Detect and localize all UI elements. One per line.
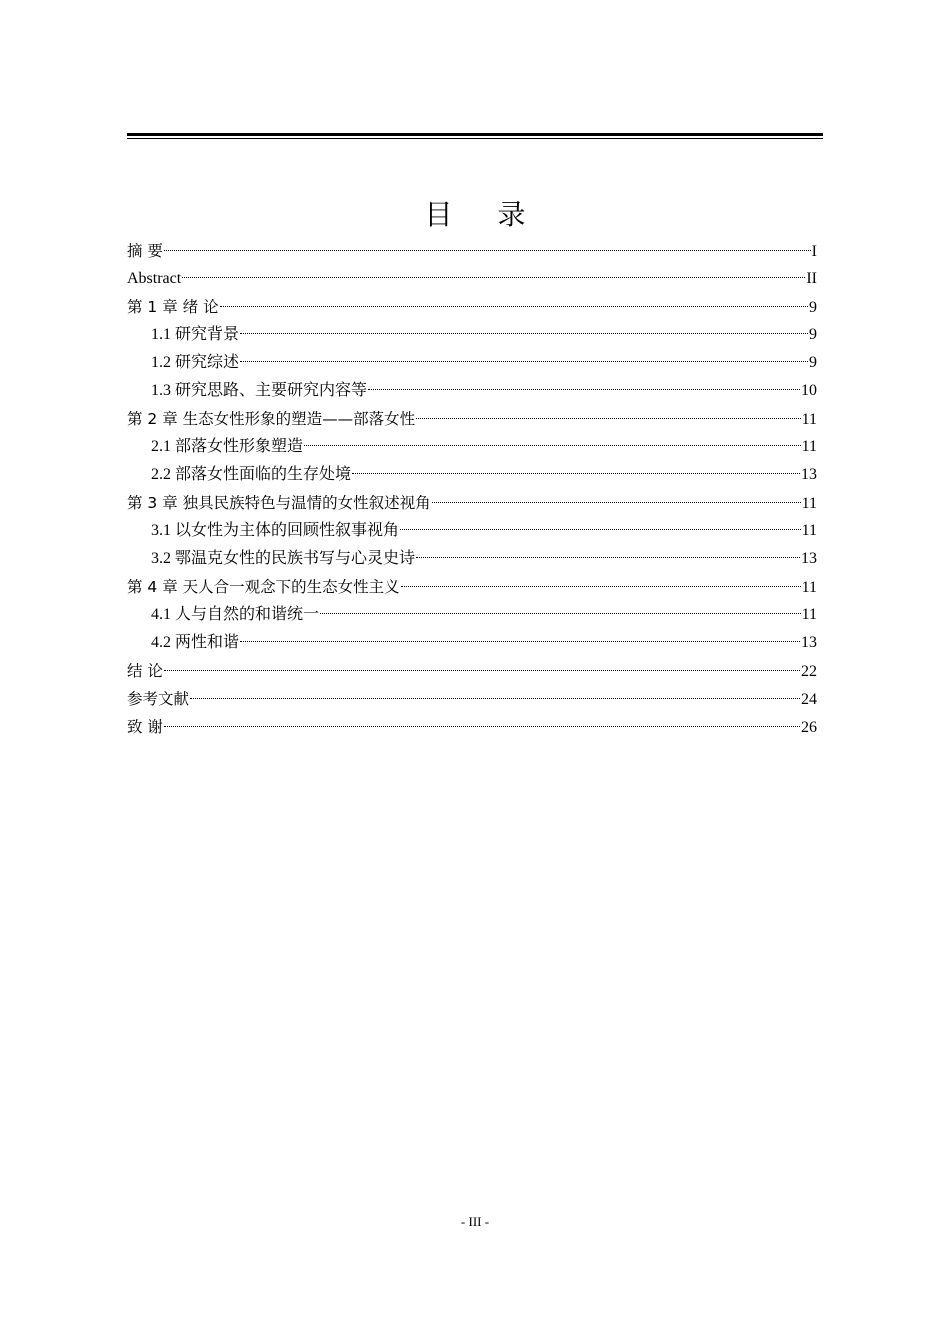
- toc-entry-label: 第 3 章 独具民族特色与温情的女性叙述视角: [127, 494, 431, 512]
- toc-chapter-entry[interactable]: [127, 489, 817, 517]
- toc-title: 目 录: [424, 197, 544, 231]
- toc-entry-label: 第 4 章 天人合一观念下的生态女性主义: [127, 578, 400, 596]
- toc-entry-label: 1.3 研究思路、主要研究内容等: [151, 382, 368, 399]
- toc-entry-label: 结 论: [127, 662, 163, 680]
- toc-entry-page-number: 26: [801, 719, 817, 736]
- toc-entry-label: 第 2 章 生态女性形象的塑造——部落女性: [127, 410, 416, 428]
- toc-leader-dots: [220, 306, 808, 307]
- toc-section-entry[interactable]: [127, 461, 817, 489]
- toc-entry-page-number: 13: [801, 550, 817, 567]
- toc-entry-page-number: 13: [801, 466, 817, 483]
- header-rule-thick: [127, 133, 823, 136]
- toc-leader-dots: [352, 473, 800, 474]
- toc-entry-page-number: 10: [801, 382, 817, 399]
- toc-entry-page-number: 11: [801, 495, 817, 512]
- toc-leader-dots: [320, 613, 801, 614]
- toc-leader-dots: [182, 277, 805, 278]
- toc-chapter-entry[interactable]: [127, 405, 817, 433]
- toc-section-entry[interactable]: [127, 377, 817, 405]
- toc-entry-page-number: 11: [801, 522, 817, 539]
- toc-chapter-entry[interactable]: [127, 713, 817, 741]
- toc-entry-label: 3.2 鄂温克女性的民族书写与心灵史诗: [151, 550, 416, 567]
- toc-chapter-entry[interactable]: [127, 293, 817, 321]
- toc-leader-dots: [416, 418, 800, 419]
- toc-entry-label: Abstract: [127, 270, 182, 287]
- toc-section-entry[interactable]: [127, 601, 817, 629]
- toc-entry-page-number: II: [806, 270, 817, 287]
- toc-entry-page-number: 24: [801, 691, 817, 708]
- toc-chapter-entry[interactable]: [127, 237, 817, 265]
- toc-entry-label: 4.1 人与自然的和谐统一: [151, 606, 320, 623]
- toc-entry-page-number: 22: [801, 663, 817, 680]
- toc-chapter-entry[interactable]: [127, 573, 817, 601]
- toc-entry-label: 2.1 部落女性形象塑造: [151, 438, 304, 455]
- toc-leader-dots: [416, 557, 800, 558]
- toc-entry-label: 1.1 研究背景: [151, 326, 240, 343]
- toc-entry-label: 4.2 两性和谐: [151, 634, 240, 651]
- toc-entry-page-number: 11: [801, 411, 817, 428]
- page-number-footer: - III -: [460, 1214, 490, 1229]
- toc-entry-label: 参考文献: [127, 690, 190, 708]
- toc-entry-page-number: 11: [801, 606, 817, 623]
- toc-entry-page-number: 11: [801, 438, 817, 455]
- toc-leader-dots: [401, 586, 801, 587]
- toc-leader-dots: [304, 445, 801, 446]
- toc-entry-label: 致 谢: [127, 718, 163, 736]
- toc-entry-label: 1.2 研究综述: [151, 354, 240, 371]
- toc-section-entry[interactable]: [127, 629, 817, 657]
- toc-leader-dots: [164, 670, 800, 671]
- toc-leader-dots: [164, 726, 800, 727]
- toc-entry-page-number: 9: [809, 299, 817, 316]
- toc-leader-dots: [240, 361, 808, 362]
- toc-leader-dots: [400, 529, 801, 530]
- toc-leader-dots: [432, 502, 801, 503]
- toc-leader-dots: [368, 389, 800, 390]
- toc-entry-page-number: 11: [801, 579, 817, 596]
- toc-entry-page-number: 9: [809, 354, 817, 371]
- toc-entry-page-number: 9: [809, 326, 817, 343]
- toc-leader-dots: [190, 698, 800, 699]
- toc-leader-dots: [240, 333, 808, 334]
- toc-section-entry[interactable]: [127, 545, 817, 573]
- toc-section-entry[interactable]: [127, 321, 817, 349]
- toc-entry-label: 摘 要: [127, 242, 163, 260]
- header-rule-thin: [127, 138, 823, 139]
- toc-leader-dots: [164, 250, 811, 251]
- toc-chapter-entry[interactable]: [127, 685, 817, 713]
- toc-chapter-entry[interactable]: [127, 657, 817, 685]
- toc-entry-label: 3.1 以女性为主体的回顾性叙事视角: [151, 522, 400, 539]
- toc-section-entry[interactable]: [127, 349, 817, 377]
- toc-section-entry[interactable]: [127, 517, 817, 545]
- header-rule: [127, 133, 823, 139]
- toc-entry-page-number: I: [811, 243, 817, 260]
- toc-entry-label: 第 1 章 绪 论: [127, 298, 219, 316]
- toc-section-entry[interactable]: [127, 433, 817, 461]
- toc-entry-label: 2.2 部落女性面临的生存处境: [151, 466, 352, 483]
- toc-chapter-entry[interactable]: [127, 265, 817, 293]
- toc-leader-dots: [240, 641, 800, 642]
- toc-entry-page-number: 13: [801, 634, 817, 651]
- table-of-contents: [127, 237, 817, 741]
